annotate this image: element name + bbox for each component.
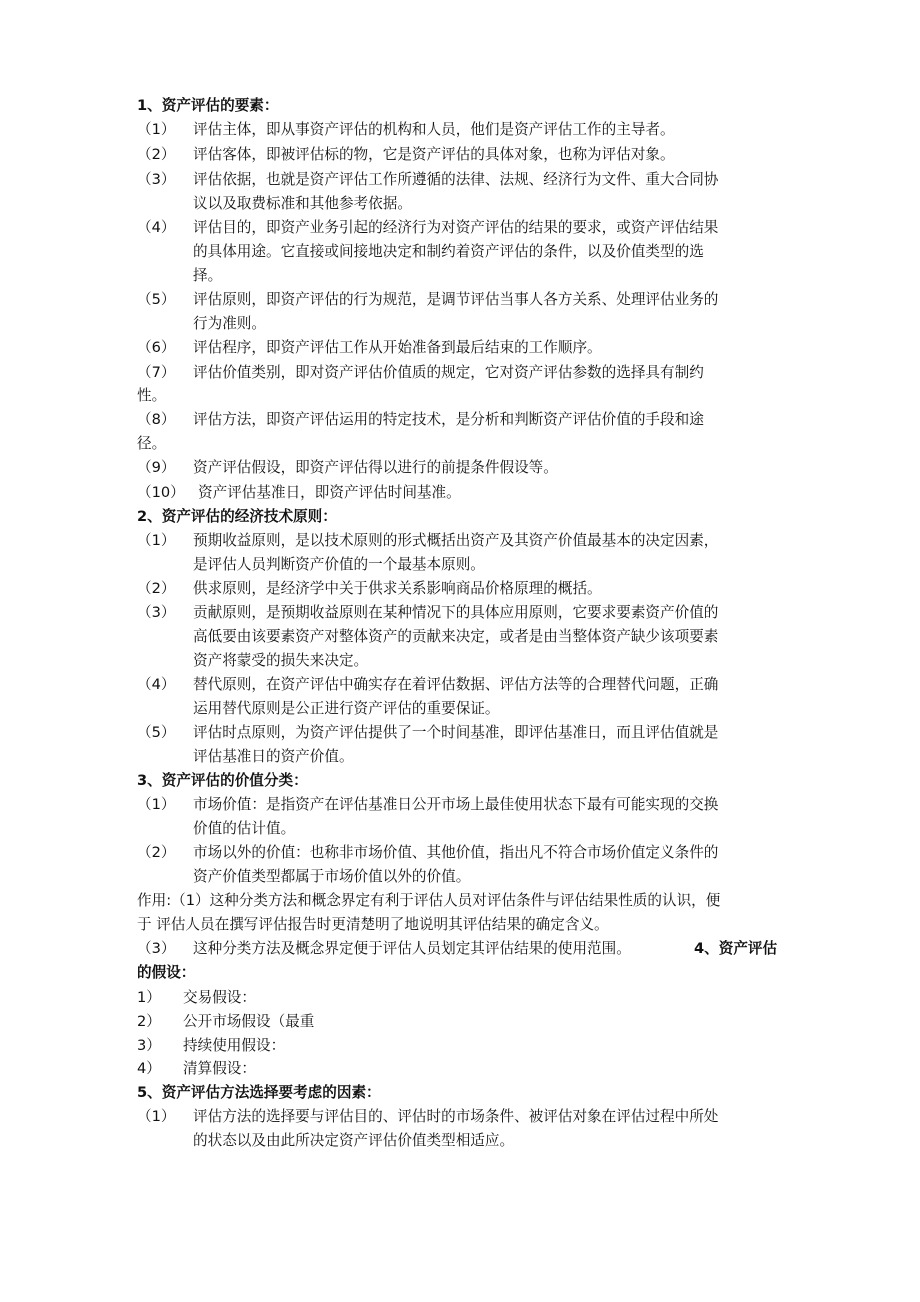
- list-item-cont: 择。: [193, 267, 223, 284]
- list-item-cont: 高低要由该要素资产对整体资产的贡献来决定，或者是由当整体资产缺少该项要素: [193, 628, 719, 645]
- list-item-cont: 议以及取费标准和其他参考依据。: [193, 195, 412, 212]
- list-item: （3） 评估依据，也就是资产评估工作所遵循的法律、法规、经济行为文件、重大合同协: [137, 171, 719, 188]
- list-item-cont: 的状态以及由此所决定资产评估价值类型相适应。: [193, 1132, 515, 1149]
- section-1-heading: 1、资产评估的要素：: [137, 97, 279, 114]
- list-item-cont: 运用替代原则是公正进行资产评估的重要保证。: [193, 700, 500, 717]
- paragraph-line: 于 评估人员在撰写评估报告时更清楚明了地说明其评估结果的确定含义。: [137, 916, 609, 933]
- list-item: （4） 替代原则，在资产评估中确实存在着评估数据、评估方法等的合理替代问题，正确: [137, 676, 719, 693]
- list-item-cont: 资产将蒙受的损失来决定。: [193, 652, 369, 669]
- list-item: 1） 交易假设：: [137, 989, 256, 1006]
- list-item-cont: 是评估人员判断资产价值的一个最基本原则。: [193, 556, 485, 573]
- section-2-heading: 2、资产评估的经济技术原则：: [137, 508, 337, 525]
- list-item: （3） 贡献原则，是预期收益原则在某种情况下的具体应用原则，它要求要素资产价值的: [137, 604, 719, 621]
- section-4-heading-cont: 的假设：: [137, 964, 196, 981]
- paragraph-line: （3） 这种分类方法及概念界定便于评估人员划定其评估结果的使用范围。 4、资产评估: [0, 937, 920, 961]
- list-item: （2） 评估客体，即被评估标的物，它是资产评估的具体对象，也称为评估对象。: [137, 146, 675, 163]
- list-item: （6） 评估程序，即资产评估工作从开始准备到最后结束的工作顺序。: [137, 339, 602, 356]
- list-item: （1） 评估方法的选择要与评估目的、评估时的市场条件、被评估对象在评估过程中所处: [137, 1108, 719, 1125]
- list-item-cont: 评估基准日的资产价值。: [193, 748, 354, 765]
- section-5-heading: 5、资产评估方法选择要考虑的因素：: [137, 1084, 381, 1101]
- list-item: （5） 评估原则，即资产评估的行为规范，是调节评估当事人各方关系、处理评估业务的: [137, 291, 719, 308]
- list-item-cont: 性。: [137, 387, 167, 404]
- list-item-cont: 径。: [137, 435, 167, 452]
- list-item: （1） 市场价值：是指资产在评估基准日公开市场上最佳使用状态下最有可能实现的交换: [137, 796, 719, 813]
- section-3-heading: 3、资产评估的价值分类：: [137, 772, 308, 789]
- list-item: （7） 评估价值类别，即对资产评估价值质的规定，它对资产评估参数的选择具有制约: [137, 364, 704, 381]
- list-item: （10） 资产评估基准日，即资产评估时间基准。: [137, 484, 461, 501]
- list-item: （5） 评估时点原则，为资产评估提供了一个时间基准，即评估基准日，而且评估值就是: [137, 724, 719, 741]
- list-item: （8） 评估方法，即资产评估运用的特定技术，是分析和判断资产评估价值的手段和途: [137, 411, 704, 428]
- list-item: 4） 清算假设：: [137, 1060, 256, 1077]
- list-item: （9） 资产评估假设，即资产评估得以进行的前提条件假设等。: [137, 459, 558, 476]
- list-item: （1） 预期收益原则，是以技术原则的形式概括出资产及其资产价值最基本的决定因素，: [137, 532, 719, 549]
- list-item: （2） 供求原则，是经济学中关于供求关系影响商品价格原理的概括。: [137, 580, 602, 597]
- list-item-cont: 价值的估计值。: [193, 820, 296, 837]
- section-4-heading: 4、资产评估: [694, 940, 778, 957]
- list-item-cont: 行为准则。: [193, 315, 266, 332]
- list-item: 2） 公开市场假设（最重: [137, 1013, 315, 1030]
- list-item-cont: 资产价值类型都属于市场价值以外的价值。: [193, 868, 471, 885]
- list-item: 3） 持续使用假设：: [137, 1037, 286, 1054]
- list-item: （2） 市场以外的价值：也称非市场价值、其他价值，指出凡不符合市场价值定义条件的: [137, 844, 719, 861]
- paragraph-line: 作用:（1）这种分类方法和概念界定有利于评估人员对评估条件与评估结果性质的认识，便: [137, 892, 721, 909]
- list-item: （4） 评估目的，即资产业务引起的经济行为对资产评估的结果的要求，或资产评估结果: [137, 219, 719, 236]
- list-item: （1） 评估主体，即从事资产评估的机构和人员，他们是资产评估工作的主导者。: [137, 121, 675, 138]
- list-item-cont: 的具体用途。它直接或间接地决定和制约着资产评估的条件，以及价值类型的选: [193, 243, 704, 260]
